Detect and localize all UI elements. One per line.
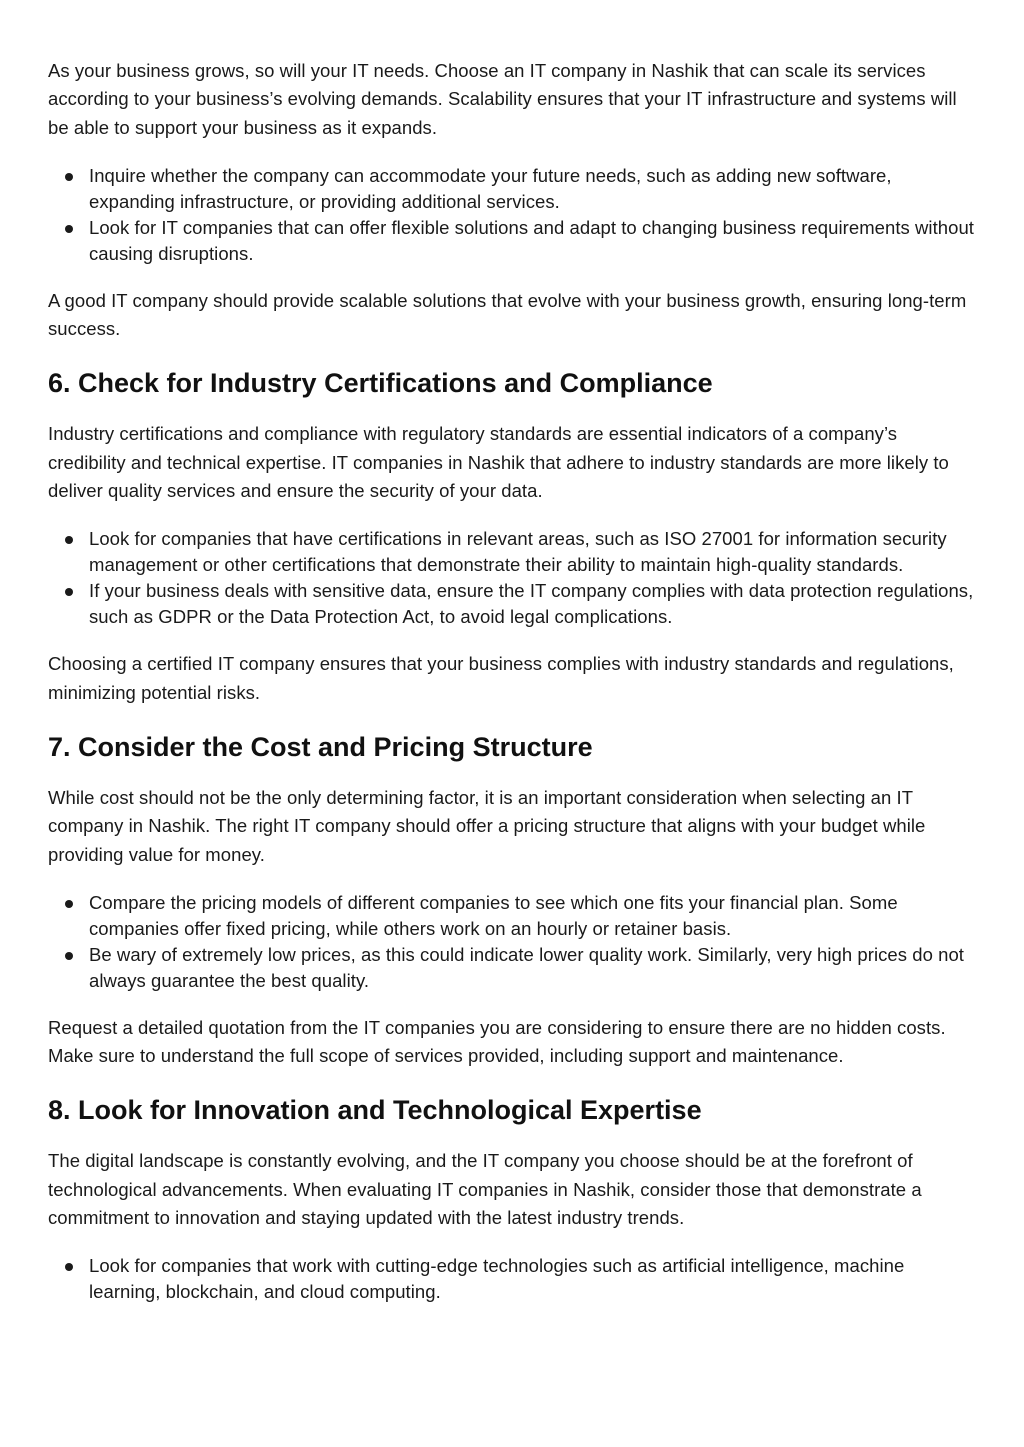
bullet-icon (65, 1263, 73, 1271)
list-item: Inquire whether the company can accommodate your future needs, such as adding new software, expanding infrastructure, or providing additional services. (48, 163, 976, 215)
section-6-closing-paragraph: Choosing a certified IT company ensures that your business complies with industry standards and regulations, minimizing potential risks. (48, 653, 954, 703)
list-item: Be wary of extremely low prices, as this could indicate lower quality work. Similarly, very high prices do not always guarantee the best quality. (48, 942, 976, 994)
bullet-icon (65, 952, 73, 960)
bullet-icon (65, 900, 73, 908)
bullet-icon (65, 536, 73, 544)
intro-closing-paragraph: A good IT company should provide scalable solutions that evolve with your business growth, ensuring long-term success. (48, 289, 967, 340)
section-8-paragraph: The digital landscape is constantly evolving, and the IT company you choose should be at the forefront of technological advancements. When evaluating IT companies in Nashik, consider those that demonstrate a commitment to innovation and staying updated with the latest industry trends. (48, 1150, 922, 1229)
list-item: If your business deals with sensitive data, ensure the IT company complies with data protection regulations, such as GDPR or the Data Protection Act, to avoid legal complications. (48, 578, 976, 630)
section-7-heading: 7. Consider the Cost and Pricing Structure (48, 731, 593, 762)
list-item: Look for IT companies that can offer flexible solutions and adapt to changing business requirements without causing disruptions. (48, 215, 976, 267)
intro-paragraph: As your business grows, so will your IT needs. Choose an IT company in Nashik that can scale its services according to your business’s evolving demands. Scalability ensures that your IT infrastructure and systems will be able to support your business as it expands. (48, 60, 957, 138)
section-8-heading: 8. Look for Innovation and Technological Expertise (48, 1095, 702, 1126)
section-6-heading: 6. Check for Industry Certifications and Compliance (48, 368, 713, 399)
section-6-paragraph: Industry certifications and compliance with regulatory standards are essential indicators of a company’s credibility and technical expertise. IT companies in Nashik that adhere to industry standards are more likely to deliver quality services and ensure the security of your data. (48, 423, 949, 502)
list-item: Look for companies that have certifications in relevant areas, such as ISO 27001 for information security management or other certifications that demonstrate their ability to maintain high-quality standards. (48, 526, 976, 578)
section-7-closing-paragraph: Request a detailed quotation from the IT companies you are considering to ensure there are no hidden costs. Make sure to understand the full scope of services provided, including support and maintenance. (48, 1016, 946, 1067)
section-6-bullet-list (48, 526, 976, 630)
bullet-icon (65, 588, 73, 596)
list-item: Look for companies that work with cutting-edge technologies such as artificial intelligence, machine learning, blockchain, and cloud computing. (48, 1253, 976, 1305)
intro-bullet-list (48, 163, 976, 267)
section-7-paragraph: While cost should not be the only determining factor, it is an important consideration when selecting an IT company in Nashik. The right IT company should offer a pricing structure that aligns with your budget while providing value for money. (48, 786, 926, 865)
list-item: Compare the pricing models of different companies to see which one fits your financial plan. Some companies offer fixed pricing, while others work on an hourly or retainer basis. (48, 890, 976, 942)
section-8-bullet-list (48, 1253, 976, 1305)
bullet-icon (65, 225, 73, 233)
bullet-icon (65, 173, 73, 181)
section-7-bullet-list (48, 890, 976, 994)
